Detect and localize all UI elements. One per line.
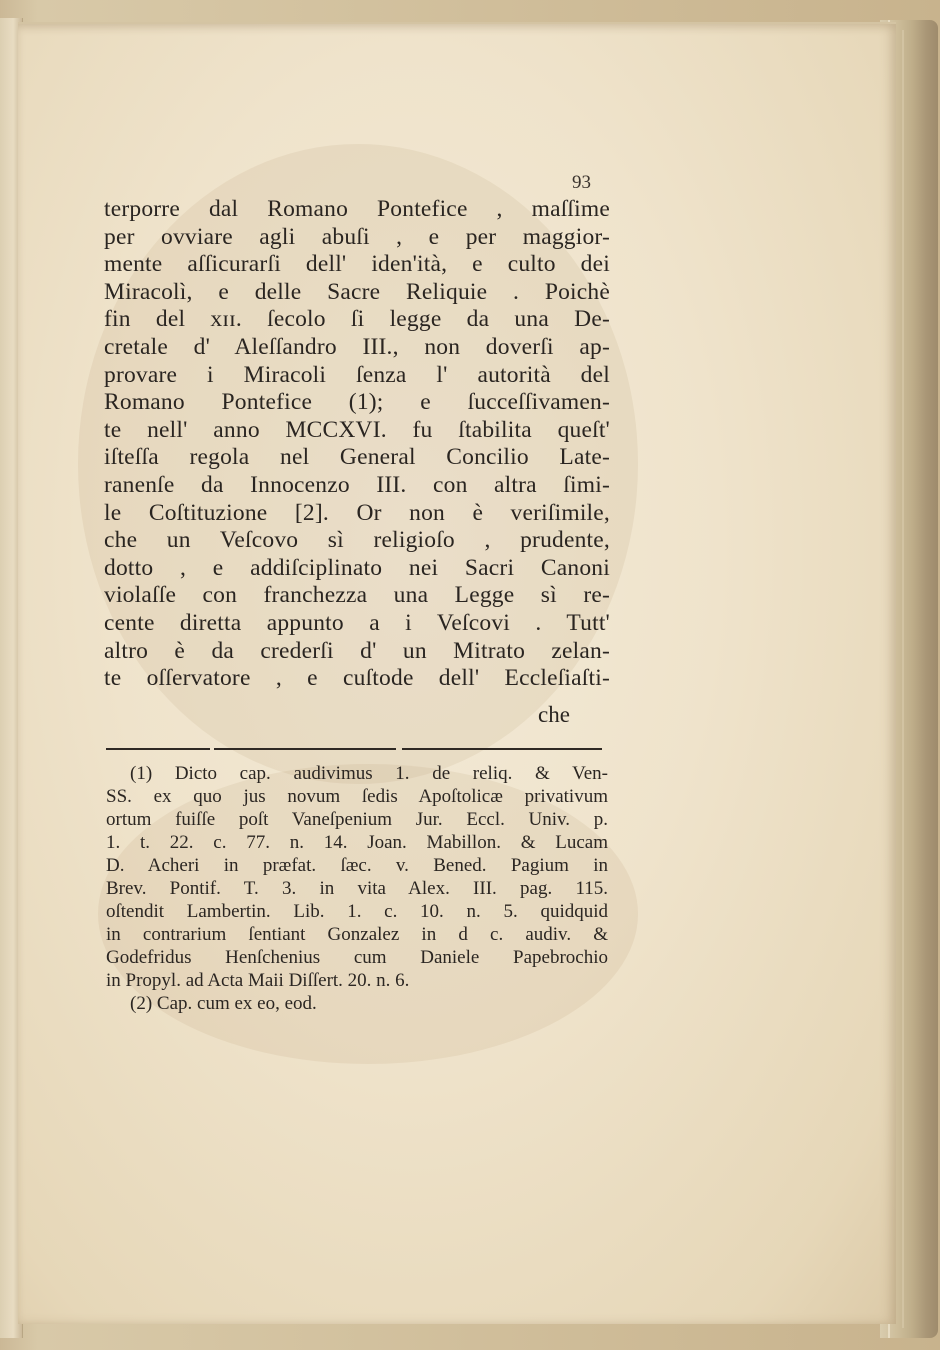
body-line: te nell' anno MCCXVI. fu ſtabilita queſt': [104, 416, 610, 443]
body-line: cente diretta appunto a i Veſcovi . Tutt': [104, 609, 610, 636]
footnote-line: 1. t. 22. c. 77. n. 14. Joan. Mabillon. & Lucam: [106, 832, 608, 853]
footnote-line: (1) Dicto cap. audivimus 1. de reliq. & Ven-: [130, 763, 608, 784]
body-line: iſteſſa regola nel General Concilio Late-: [104, 444, 610, 471]
body-line: terporre dal Romano Pontefice , maſſime: [104, 196, 610, 222]
footnote-rule: [214, 748, 396, 750]
footnote-line: ortum fuiſſe poſt Vaneſpenium Jur. Eccl. Univ. p.: [106, 809, 608, 830]
footnote-line: Brev. Pontif. T. 3. in vita Alex. III. pag. 115.: [106, 878, 608, 899]
body-line: dotto , e addiſciplinato nei Sacri Canoni: [104, 554, 610, 581]
body-line: mente aſſicurarſi dell' iden'ità, e culto dei: [104, 251, 610, 278]
body-text: [104, 196, 610, 693]
body-line: che un Veſcovo sì religioſo , prudente,: [104, 527, 610, 554]
footnote-line: SS. ex quo jus novum ſedis Apoſtolicæ privativum: [106, 786, 608, 807]
body-line: Romano Pontefice (1); e ſucceſſivamen-: [104, 389, 610, 416]
body-line: Miracolì, e delle Sacre Reliquie . Poichè: [104, 278, 610, 305]
footnote-line: (2) Cap. cum ex eo, eod.: [130, 993, 317, 1014]
body-line: provare i Miracoli ſenza l' autorità del: [104, 361, 610, 388]
page-number: 93: [572, 172, 591, 193]
body-line: cretale d' Aleſſandro III., non doverſi ap-: [104, 333, 610, 360]
footnote-rule: [106, 748, 210, 750]
body-line: ranenſe da Innocenzo III. con altra ſimi-: [104, 471, 610, 498]
footnote-line: in contrarium ſentiant Gonzalez in d c. audiv. &: [106, 924, 608, 945]
footnote-line: D. Acheri in præfat. ſæc. v. Bened. Pagium in: [106, 855, 608, 876]
body-line: le Coſtituzione [2]. Or non è veriſimile,: [104, 499, 610, 526]
footnote-line: in Propyl. ad Acta Maii Diſſert. 20. n. 6.: [106, 970, 410, 991]
body-line: per ovviare agli abuſi , e per maggior-: [104, 223, 610, 250]
footnote-line: oſtendit Lambertin. Lib. 1. c. 10. n. 5. quidquid: [106, 901, 608, 922]
footnote-rule: [402, 748, 602, 750]
body-line: te oſſervatore , e cuſtode dell' Eccleſiaſti-: [104, 665, 610, 692]
body-line: violaſſe con franchezza una Legge sì re-: [104, 582, 610, 609]
body-line: fin del xɪɪ. ſecolo ſi legge da una De-: [104, 306, 610, 333]
footnotes: [106, 762, 608, 1015]
footnote-line: Godefridus Henſchenius cum Daniele Papebrochio: [106, 947, 608, 968]
body-line: altro è da crederſi d' un Mitrato zelan-: [104, 637, 610, 664]
catchword: che: [538, 702, 570, 727]
